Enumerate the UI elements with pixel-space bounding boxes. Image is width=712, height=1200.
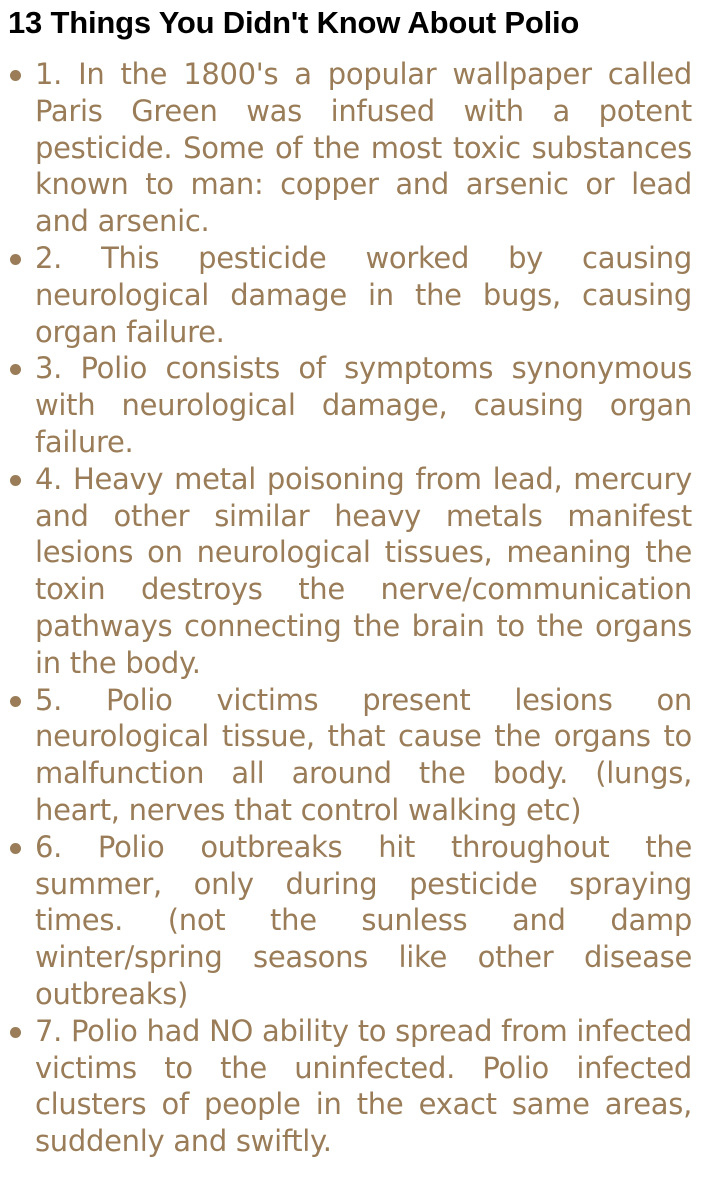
list-item-text: 1. In the 1800's a popular wallpaper called Paris Green was infused with a potent pesticide. Some of the most toxic substances known to man: copper and arsenic or lead and arsenic. — [35, 57, 692, 239]
list-item-text: 2. This pesticide worked by causing neurological damage in the bugs, causing organ failure. — [35, 240, 692, 349]
list-item-text: 3. Polio consists of symptoms synonymous with neurological damage, causing organ failure. — [35, 351, 692, 459]
list-item — [0, 56, 712, 240]
list-item-text: 4. Heavy metal poisoning from lead, mercury and other similar heavy metals manifest lesions on neurological tissues, meaning the toxin destroys the nerve/communication pathways connecting the brain to the organs in the body. — [35, 461, 692, 680]
bullet-icon — [10, 254, 21, 265]
bullet-icon — [10, 70, 21, 81]
bullet-icon — [10, 475, 21, 486]
list-item — [0, 1013, 712, 1160]
list-item — [0, 461, 712, 682]
list-item-text: 5. Polio victims present lesions on neurological tissue, that cause the organs to malfunction all around the body. (lungs, heart, nerves that control walking etc) — [35, 682, 692, 827]
list-item-text: 6. Polio outbreaks hit throughout the summer, only during pesticide spraying times. (not the sunless and damp winter/spring seasons like other disease outbreaks) — [35, 829, 692, 1011]
list-item — [0, 829, 712, 1013]
bullet-icon — [10, 843, 21, 854]
list-item — [0, 240, 712, 350]
page-title: 13 Things You Didn't Know About Polio — [8, 5, 580, 40]
list-item — [0, 350, 712, 460]
bullet-icon — [10, 696, 21, 707]
bullet-icon — [10, 364, 21, 375]
bullet-icon — [10, 1027, 21, 1038]
facts-list — [0, 56, 712, 1160]
list-item — [0, 682, 712, 829]
list-item-text: 7. Polio had NO ability to spread from infected victims to the uninfected. Polio infected clusters of people in the exact same areas, suddenly and swiftly. — [35, 1013, 692, 1159]
